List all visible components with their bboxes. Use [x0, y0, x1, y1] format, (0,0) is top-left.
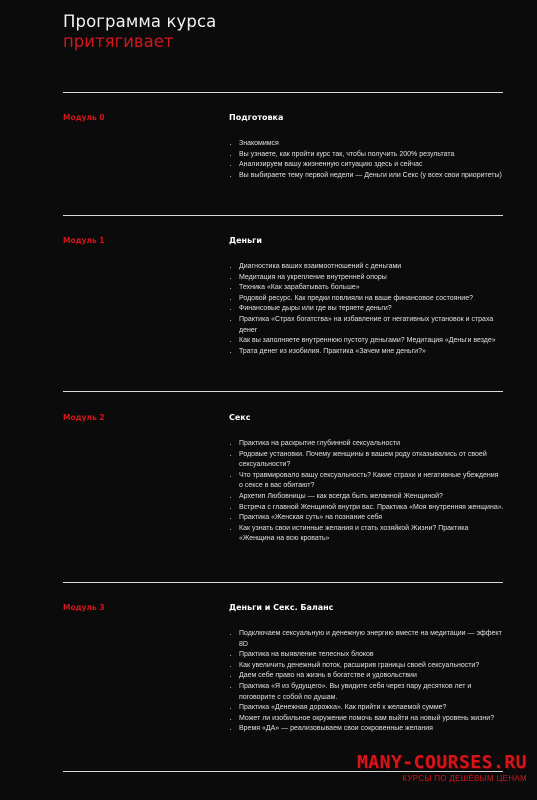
module-title: Секс: [229, 413, 251, 422]
list-item: • Встреча с главной Женщиной внутри вас. Практика «Моя внутренняя женщина».: [239, 503, 504, 514]
module-label: Модуль 3: [63, 603, 105, 612]
divider: [63, 582, 503, 583]
page-title: Программа курса: [63, 12, 217, 31]
list-item: • Время «ДА» — реализовываем свои сокровенные желания: [239, 724, 504, 735]
list-item: • Техника «Как зарабатывать больше»: [239, 283, 504, 294]
list-item: • Анализируем вашу жизненную ситуацию здесь и сейчас: [239, 160, 504, 171]
list-item: • Даем себе право на жизнь в богатстве и удовольствии: [239, 671, 504, 682]
list-item: • Родовой ресурс. Как предки повлияли на ваше финансовое состояние?: [239, 294, 504, 305]
divider: [63, 92, 503, 93]
list-item: • Родовые установки. Почему женщины в вашем роду отказывались от своей сексуальности?: [239, 450, 504, 471]
list-item: • Финансовые дыры или где вы теряете деньги?: [239, 304, 504, 315]
module-title: Деньги: [229, 236, 262, 245]
page-subtitle: притягивает: [63, 32, 174, 51]
list-item: • Практика «Я из будущего». Вы увидите себя через пару десятков лет и поговорите с собой по душам.: [239, 682, 504, 703]
list-item: • Архетип Любовницы — как всегда быть желанной Женщиной?: [239, 492, 504, 503]
list-item: • Вы выбираете тему первой недели — Деньги или Секс (у всех свои приоритеты): [239, 171, 504, 182]
module-label: Модуль 2: [63, 413, 105, 422]
list-item: • Практика на раскрытие глубинной сексуальности: [239, 439, 504, 450]
module-items: [229, 439, 504, 545]
module-items: [229, 629, 504, 735]
module-label: Модуль 0: [63, 113, 105, 122]
list-item: • Вы узнаете, как пройти курс так, чтобы получить 200% результата: [239, 150, 504, 161]
watermark-logo-text: MANY-COURSES.RU: [356, 752, 527, 773]
list-item: • Практика «Денежная дорожка». Как прийти к желаемой сумме?: [239, 703, 504, 714]
list-item: • Диагностика ваших взаимоотношений с деньгами: [239, 262, 504, 273]
course-header: [63, 12, 216, 52]
list-item: • Знакомимся: [239, 139, 504, 150]
list-item: • Как увеличить денежный поток, расширив границы своей сексуальности?: [239, 661, 504, 672]
divider: [63, 215, 503, 216]
list-item: • Как вы заполняете внутреннюю пустоту деньгами? Медитация «Деньги везде»: [239, 336, 504, 347]
list-item: • Практика «Страх богатства» на избавление от негативных установок и страха денег: [239, 315, 504, 336]
list-item: • Что травмировало вашу сексуальность? Какие страхи и негативные убеждения о сексе в вас обитают?: [239, 471, 504, 492]
list-item: • Может ли изобильное окружение помочь вам выйти на новый уровень жизни?: [239, 714, 504, 725]
list-item: • Трата денег из изобилия. Практика «Зачем мне деньги?»: [239, 347, 504, 358]
module-items: [229, 262, 504, 357]
divider: [63, 391, 503, 392]
module-title: Деньги и Секс. Баланс: [229, 603, 334, 612]
list-item: • Медитация на укрепление внутренней опоры: [239, 273, 504, 284]
module-items: [229, 139, 504, 181]
list-item: • Практика «Женская суть» на познание себя: [239, 513, 504, 524]
watermark: [357, 752, 527, 783]
module-title: Подготовка: [229, 113, 284, 122]
list-item: • Как узнать свои истинные желания и стать хозяйкой Жизни? Практика «Женщина на всю кровать»: [239, 524, 504, 545]
list-item: • Практика на выявление телесных блоков: [239, 650, 504, 661]
module-label: Модуль 1: [63, 236, 105, 245]
watermark-tagline: КУРСЫ ПО ДЕШЁВЫМ ЦЕНАМ: [402, 774, 527, 783]
list-item: • Подключаем сексуальную и денежную энергию вместе на медитации — эффект 8D: [239, 629, 504, 650]
